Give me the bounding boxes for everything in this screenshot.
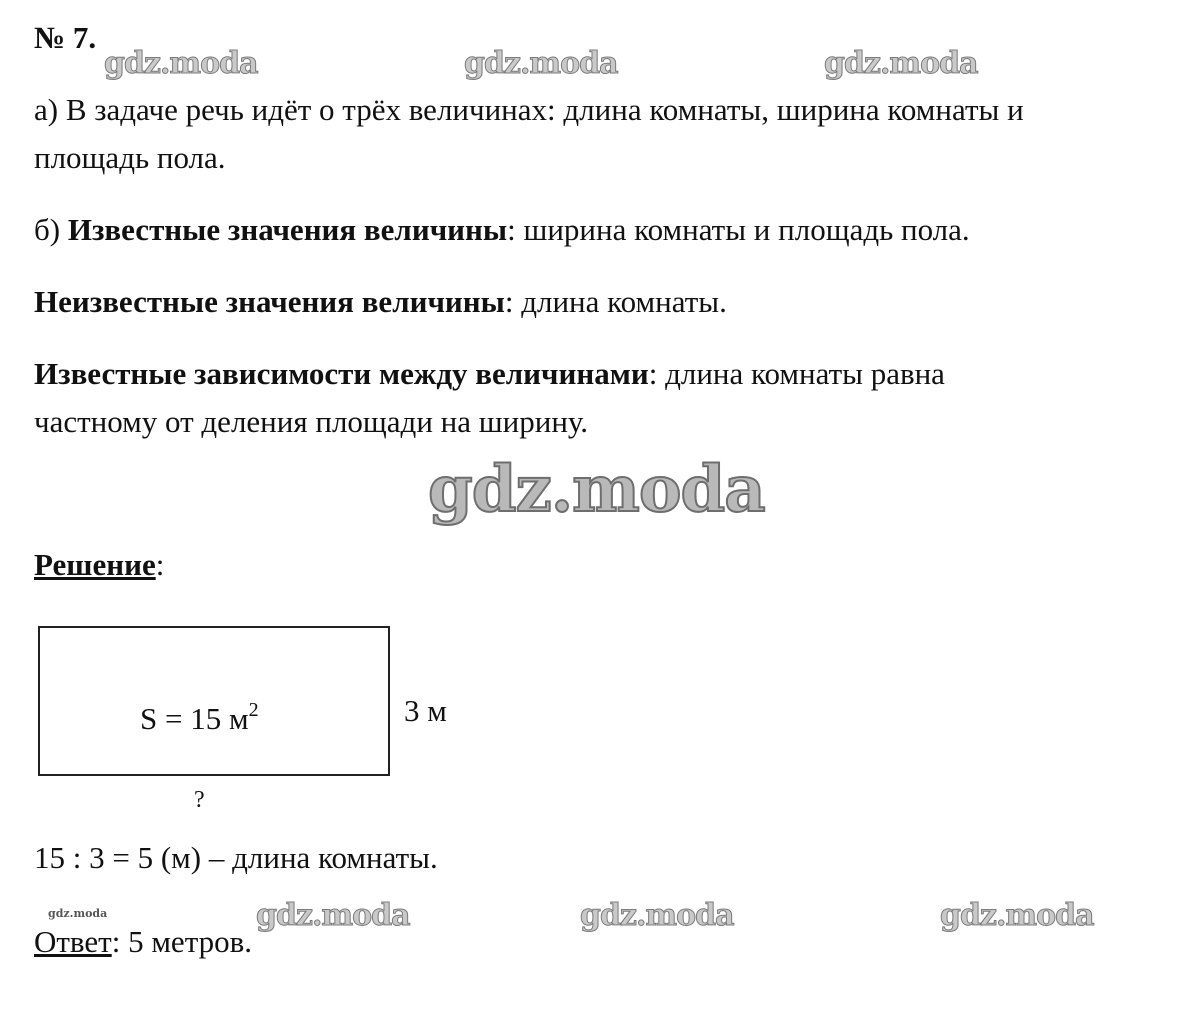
part-a-line-1: а) В задаче речь идёт о трёх величинах: длина комнаты, ширина комнаты и (34, 92, 1024, 127)
solution-heading: Решение (34, 547, 156, 582)
relations-line-1 (34, 354, 945, 394)
unknown-values-line (34, 282, 727, 322)
known-values-text: : ширина комнаты и площадь пола. (507, 212, 970, 247)
known-values-line (34, 210, 970, 250)
task-number: № 7. (34, 20, 97, 55)
watermark: gdz.moda (256, 898, 410, 933)
solution-heading-colon: : (155, 547, 165, 582)
relations-line-2: частному от деления площади на ширину. (34, 404, 589, 439)
relations-text: : длина комнаты равна (648, 356, 945, 391)
watermark: gdz.moda (464, 46, 618, 81)
calculation-line: 15 : 3 = 5 (м) – длина комнаты. (34, 840, 438, 875)
width-label: 3 м (404, 693, 447, 728)
watermark-large: gdz.moda (428, 452, 765, 527)
watermark-tiny: gdz.moda (48, 907, 108, 920)
part-a-line-2: площадь пола. (34, 140, 226, 175)
part-b-prefix: б) (34, 212, 68, 247)
length-unknown-label: ? (194, 787, 205, 813)
area-value: S = 15 м (140, 701, 249, 736)
watermark: gdz.moda (104, 46, 258, 81)
area-power: 2 (248, 699, 259, 721)
area-label (140, 692, 259, 737)
relations-label: Известные зависимости между величинами (34, 356, 649, 391)
answer-label: Ответ (34, 924, 112, 959)
watermark: gdz.moda (580, 898, 734, 933)
known-values-label: Известные значения величины (67, 212, 508, 247)
unknown-values-label: Неизвестные значения величины (34, 284, 505, 319)
unknown-values-text: : длина комнаты. (504, 284, 727, 319)
answer-text: : 5 метров. (111, 924, 253, 959)
answer-line (34, 922, 252, 962)
solution-heading-line (34, 545, 164, 585)
watermark: gdz.moda (824, 46, 978, 81)
watermark: gdz.moda (940, 898, 1094, 933)
